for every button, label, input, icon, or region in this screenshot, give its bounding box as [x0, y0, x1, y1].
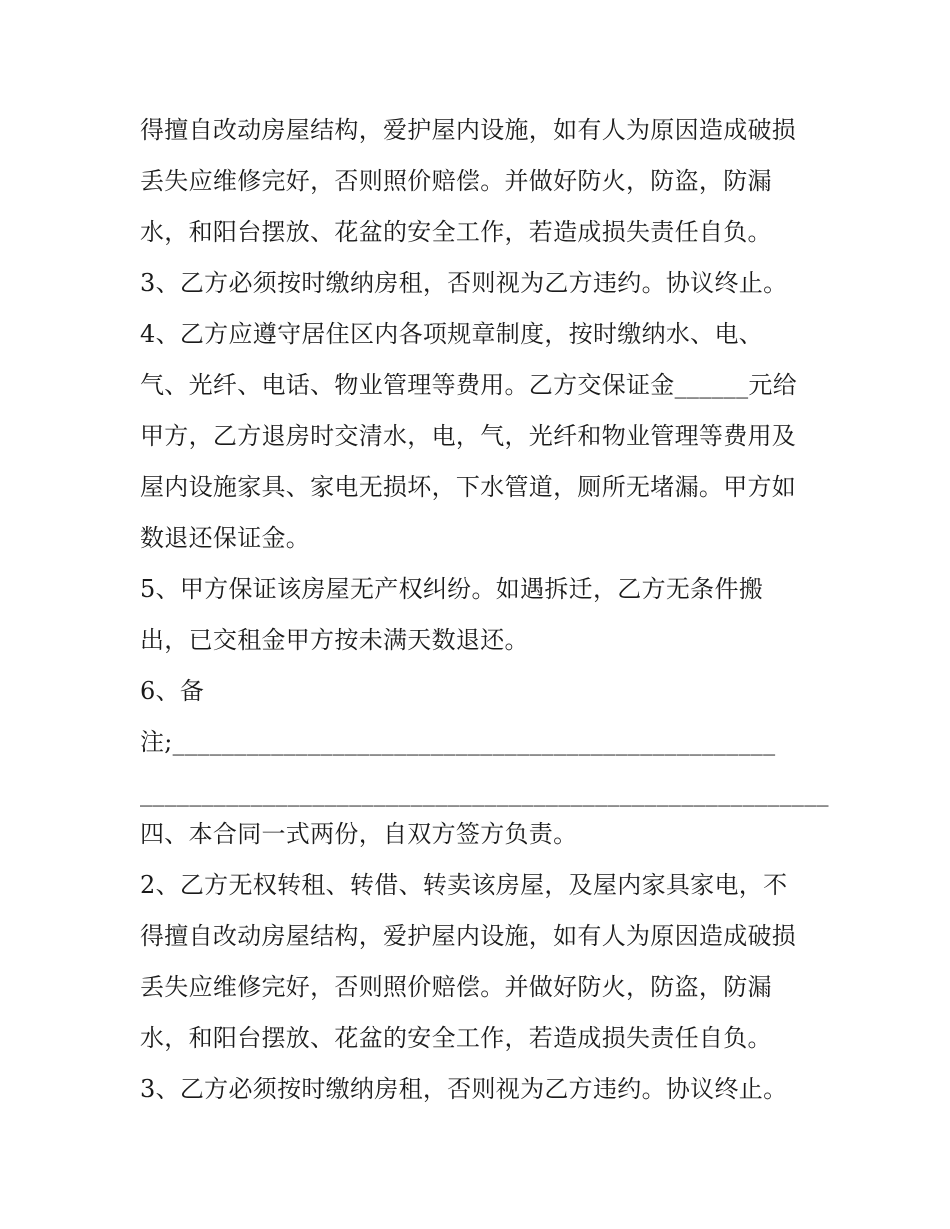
- text-line: 水，和阳台摆放、花盆的安全工作，若造成损失责任自负。: [140, 1024, 772, 1052]
- text-line: 6、备: [140, 677, 205, 705]
- text-line: 屋内设施家具、家电无损坏，下水管道，厕所无堵漏。甲方如: [140, 473, 797, 501]
- text-line: 水，和阳台摆放、花盆的安全工作，若造成损失责任自负。: [140, 218, 772, 246]
- text-line: 3、乙方必须按时缴纳房租，否则视为乙方违约。协议终止。: [140, 1075, 788, 1103]
- text-line: 得擅自改动房屋结构，爱护屋内设施，如有人为原因造成破损: [140, 116, 797, 144]
- text-line: 丢失应维修完好，否则照价赔偿。并做好防火，防盗，防漏: [140, 167, 772, 195]
- text-line: 四、本合同一式两份，自双方签方负责。: [140, 820, 578, 848]
- text-line: 4、乙方应遵守居住区内各项规章制度，按时缴纳水、电、: [140, 320, 764, 348]
- text-line: ________________________________________________________: [140, 779, 829, 807]
- text-line: 2、乙方无权转租、转借、转卖该房屋，及屋内家具家电，不: [140, 871, 788, 899]
- text-line: 注;_________________________________________________: [140, 728, 776, 756]
- text-line: 5、甲方保证该房屋无产权纠纷。如遇拆迁，乙方无条件搬: [140, 575, 764, 603]
- text-line: 得擅自改动房屋结构，爱护屋内设施，如有人为原因造成破损: [140, 922, 797, 950]
- text-line: 数退还保证金。: [140, 524, 311, 552]
- text-line: 气、光纤、电话、物业管理等费用。乙方交保证金______元给: [140, 371, 797, 399]
- text-line: 出，已交租金甲方按未满天数退还。: [140, 626, 529, 654]
- text-line: 丢失应维修完好，否则照价赔偿。并做好防火，防盗，防漏: [140, 973, 772, 1001]
- text-line: 甲方，乙方退房时交清水，电，气，光纤和物业管理等费用及: [140, 422, 797, 450]
- text-line: 3、乙方必须按时缴纳房租，否则视为乙方违约。协议终止。: [140, 269, 788, 297]
